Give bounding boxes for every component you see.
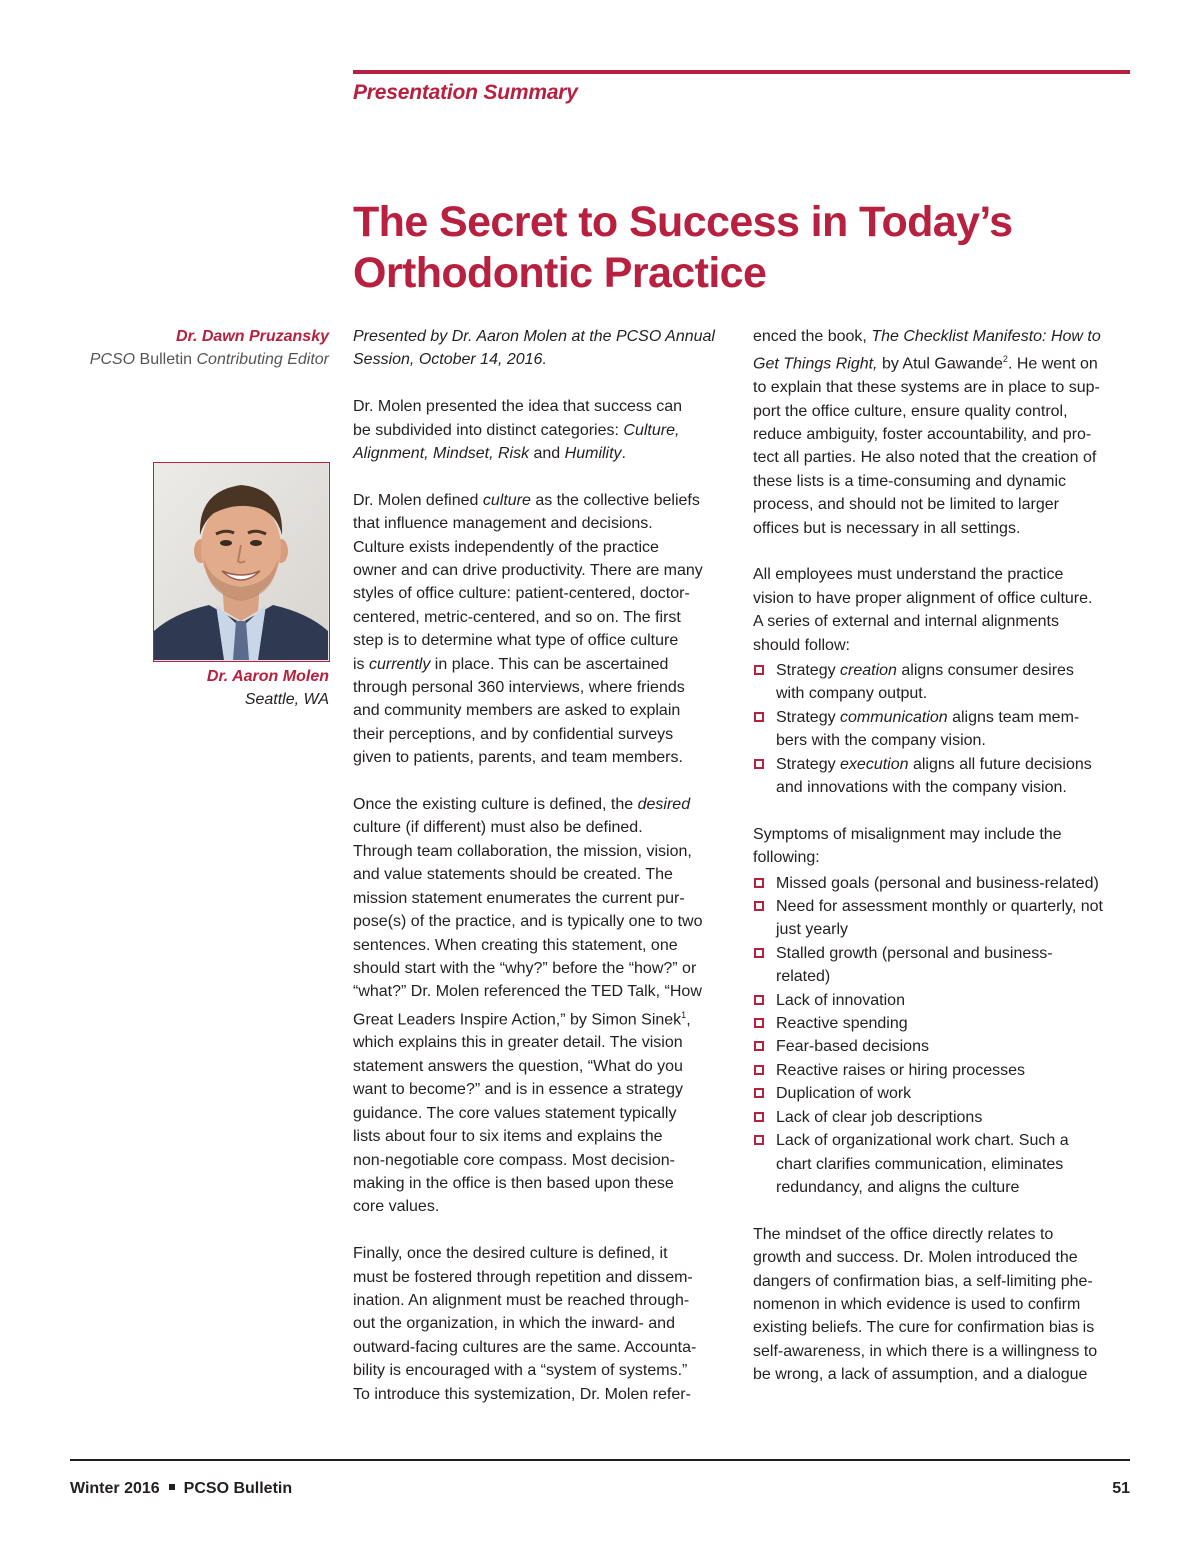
- checkbox-bullet-icon: [754, 1041, 764, 1051]
- symptoms-list: [753, 872, 1133, 1200]
- footer-publication: Winter 2016 PCSO Bulletin: [70, 1480, 293, 1497]
- list-item: Missed goals (personal and business-related): [753, 872, 1133, 895]
- checkbox-bullet-icon: [754, 1135, 764, 1145]
- portrait-illustration: [154, 463, 328, 660]
- list-item: Strategy communication aligns team mem- bers with the company vision.: [753, 706, 1133, 753]
- title-line: Orthodontic Practice: [353, 249, 767, 297]
- strategy-list: [753, 659, 1133, 799]
- list-item: Lack of clear job descriptions: [753, 1106, 1133, 1129]
- checkbox-bullet-icon: [754, 712, 764, 722]
- footnote-ref: 1: [681, 1009, 687, 1020]
- intro-paragraph: Presented by Dr. Aaron Molen at the PCSO Annual Session, October 14, 2016.: [353, 328, 715, 369]
- footnote-ref: 2: [1002, 354, 1008, 365]
- column-left: [353, 325, 731, 1406]
- paragraph: Symptoms of misalignment may include the following:: [753, 825, 1062, 867]
- list-item: Need for assessment monthly or quarterly, not just yearly: [753, 895, 1133, 942]
- paragraph: Dr. Molen presented the idea that success can be subdivided into distinct categories: Culture, Alignment, Mindset, Risk and Humility.: [353, 398, 683, 463]
- list-item: Stalled growth (personal and business- related): [753, 942, 1133, 989]
- list-item: Lack of organizational work chart. Such a chart clarifies communication, eliminates redundancy, and aligns the culture: [753, 1129, 1133, 1199]
- checkbox-bullet-icon: [754, 1088, 764, 1098]
- square-separator-icon: [169, 1484, 175, 1490]
- checkbox-bullet-icon: [754, 759, 764, 769]
- checkbox-bullet-icon: [754, 1018, 764, 1028]
- list-item: Strategy creation aligns consumer desires with company output.: [753, 659, 1133, 706]
- photo-caption: [40, 665, 329, 712]
- title-line: The Secret to Success in Today’s: [353, 198, 1013, 246]
- paragraph: Finally, once the desired culture is defined, it must be fostered through repetition and dissem- ination. An alignment must be reached through- out the organization, in which the inward- and outward-facing cultures are the same. Accounta- bility is encouraged with a “system of systems.” To introduce this systemization, Dr. Molen refer-: [353, 1245, 697, 1403]
- presenter-location: Seattle, WA: [244, 691, 329, 709]
- paragraph: enced the book, The Checklist Manifesto: How to Get Things Right, by Atul Gawande$^2$. He went on to explain that these systems are in place to sup- port the office culture, ensure quality control, reduce ambiguity, foster accountability, and pro- tect all parties. He also noted that the creation of these lists is a time-consuming and dynamic process, and should not be limited to larger offices but is necessary in all settings.: [753, 328, 1101, 537]
- presenter-name: Dr. Aaron Molen: [206, 668, 329, 685]
- paragraph: Once the existing culture is defined, the desired culture (if different) must also be defined. Through team collaboration, the mission, vision, and value statements should be created. The mission statement enumerates the current pur- pose(s) of the practice, and is typically one to two sentences. When creating this statement, one should start with the “why?” before the “how?” or “what?” Dr. Molen referenced the TED Talk, “How Great Leaders Inspire Action,” by Simon Sinek$^1$, which explains this in greater detail. The vision statement answers the question, “What do you want to become?” and is in essence a strategy guidance. The core values statement typically lists about four to six items and explains the non-negotiable core compass. Most decision- making in the office is then based upon these core values.: [353, 796, 703, 1216]
- presenter-photo: [153, 462, 330, 662]
- list-item: Lack of innovation: [753, 989, 1133, 1012]
- page-number: 51: [1112, 1480, 1130, 1497]
- checkbox-bullet-icon: [754, 1065, 764, 1075]
- paragraph: All employees must understand the practice vision to have proper alignment of office culture. A series of external and internal alignments should follow:: [753, 566, 1093, 654]
- checkbox-bullet-icon: [754, 878, 764, 888]
- header-rule: [353, 70, 1130, 74]
- checkbox-bullet-icon: [754, 995, 764, 1005]
- editor-name: Dr. Dawn Pruzansky: [176, 328, 329, 345]
- column-right: [753, 325, 1133, 1387]
- editor-role-line: PCSO Bulletin Contributing Editor: [89, 351, 329, 369]
- checkbox-bullet-icon: [754, 665, 764, 675]
- checkbox-bullet-icon: [754, 948, 764, 958]
- list-item: Fear-based decisions: [753, 1035, 1133, 1058]
- paragraph: Dr. Molen defined culture as the collective beliefs that influence management and decisions. Culture exists independently of the practice owner and can drive productivity. There are many styles of office culture: patient-centered, doctor- centered, metric-centered, and so on. The first step is to determine what type of office culture is currently in place. This can be ascertained through personal 360 interviews, where friends and community members are asked to explain their perceptions, and by confidential surveys given to patients, parents, and team members.: [353, 491, 703, 767]
- list-item: Reactive raises or hiring processes: [753, 1059, 1133, 1082]
- section-label: Presentation Summary: [353, 81, 578, 104]
- footer-rule: [70, 1459, 1130, 1461]
- list-item: Strategy execution aligns all future decisions and innovations with the company vision.: [753, 753, 1133, 800]
- checkbox-bullet-icon: [754, 1112, 764, 1122]
- paragraph: The mindset of the office directly relates to growth and success. Dr. Molen introduced the dangers of confirmation bias, a self-limiting phe- nomenon in which evidence is used to confirm existing beliefs. The cure for confirmation bias is self-awareness, in which there is a willingness to be wrong, a lack of assumption, and a dialogue: [753, 1225, 1098, 1384]
- editor-byline: [40, 325, 329, 372]
- article-title: [353, 197, 1133, 299]
- list-item: Reactive spending: [753, 1012, 1133, 1035]
- list-item: Duplication of work: [753, 1082, 1133, 1105]
- checkbox-bullet-icon: [754, 901, 764, 911]
